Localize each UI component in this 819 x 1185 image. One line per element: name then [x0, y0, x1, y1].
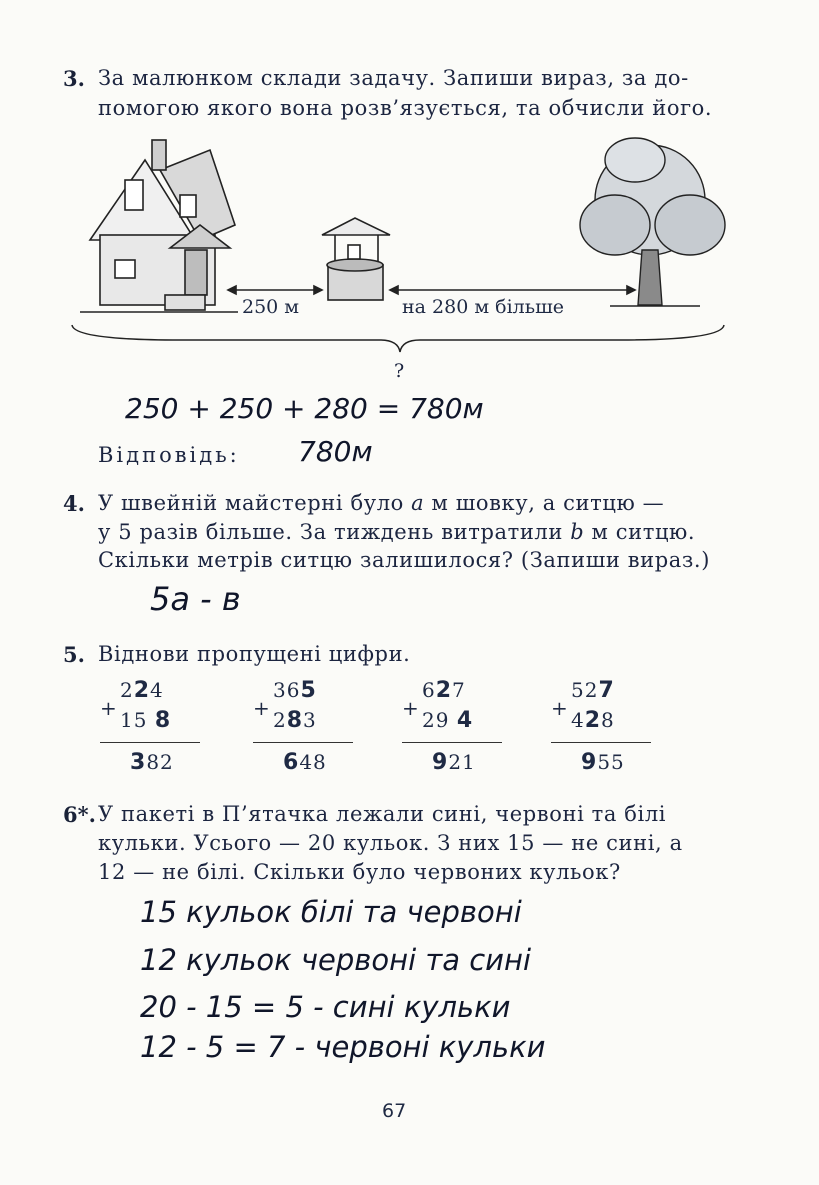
- column-addition-4: + 527 428 955: [551, 678, 671, 778]
- task-6-line-2: кульки. Усього — 20 кульок. З них 15 — не сині, а: [98, 831, 683, 855]
- task-6-number: 6*.: [63, 802, 96, 827]
- task-5-instruction: Віднови пропущені цифри.: [98, 642, 411, 666]
- task-4-line-3: Скільки метрів ситцю залишилося? (Запиши вираз.): [98, 548, 711, 572]
- task-5-number: 5.: [63, 642, 85, 667]
- task-3-line-1: За малюнком склади задачу. Запиши вираз, за до-: [98, 66, 689, 90]
- tree-icon: [580, 138, 725, 306]
- task-3-handwritten-answer: 780м: [298, 435, 373, 468]
- task-3-line-2: помогою якого вона розв’язується, та обчисли його.: [98, 96, 713, 120]
- distance-label-1: 250 м: [238, 296, 303, 318]
- task-4-handwritten-answer: 5а - в: [150, 580, 241, 618]
- column-addition-3: + 627 29 4 921: [402, 678, 522, 778]
- task-6-line-3: 12 — не білі. Скільки було червоних кульок?: [98, 860, 621, 884]
- task-6-handwritten-line-2: 12 кульок червоні та сині: [140, 943, 532, 977]
- task-4-number: 4.: [63, 491, 85, 516]
- variable-b: b: [570, 520, 585, 544]
- house-icon: [80, 140, 240, 312]
- task-4-line-2: у 5 разів більше. За тиждень витратили b м ситцю.: [98, 520, 696, 544]
- total-brace: [72, 325, 724, 352]
- task-6-handwritten-line-1: 15 кульок білі та червоні: [140, 895, 522, 929]
- task-3-number: 3.: [63, 66, 85, 91]
- task-4-line-1: У швейній майстерні було a м шовку, а ситцю —: [98, 491, 665, 515]
- answer-label: Відповідь:: [98, 443, 240, 467]
- distance-label-2: на 280 м більше: [398, 296, 568, 318]
- task-6-handwritten-line-3: 20 - 15 = 5 - сині кульки: [140, 990, 511, 1024]
- well-icon: [322, 218, 390, 300]
- column-addition-1: + 224 15 8 382: [100, 678, 220, 778]
- unknown-total: ?: [394, 360, 405, 382]
- task-6-handwritten-line-4: 12 - 5 = 7 - червоні кульки: [140, 1030, 546, 1064]
- variable-a: a: [411, 491, 425, 515]
- task-3-handwritten-expression: 250 + 250 + 280 = 780м: [125, 392, 484, 425]
- page-number: 67: [382, 1100, 407, 1122]
- task-6-line-1: У пакеті в П’ятачка лежали сині, червоні та білі: [98, 802, 667, 826]
- column-addition-2: + 365 283 648: [253, 678, 373, 778]
- distance-arrows: [228, 286, 635, 294]
